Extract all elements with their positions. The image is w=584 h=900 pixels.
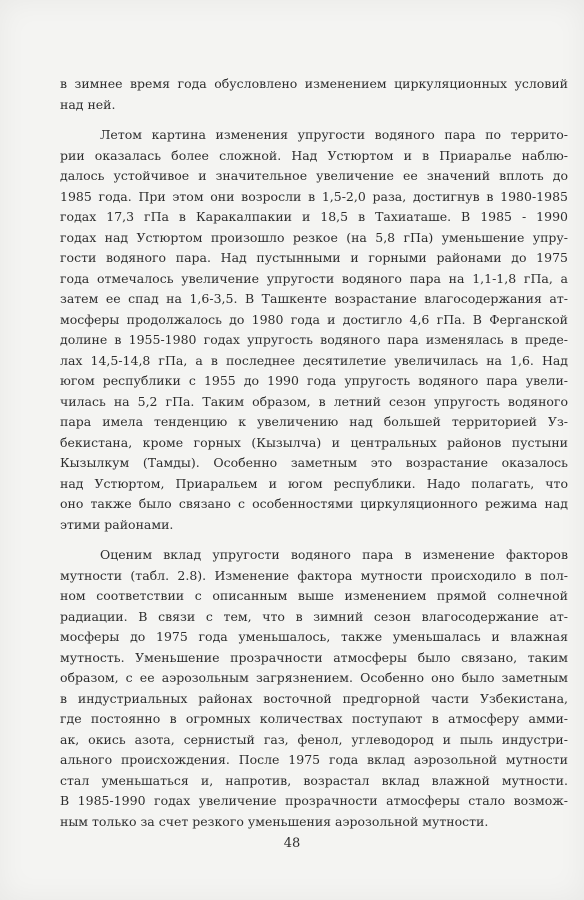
paragraph-gap — [60, 535, 568, 545]
text-line: ным только за счет резкого уменьшения аэрозольной мутности. — [60, 813, 489, 829]
text-line: югом республики с 1955 до 1990 года упругость водяного пара увели- — [60, 373, 568, 388]
text-line: над ней. — [60, 96, 116, 112]
text-line: мутность. Уменьшение прозрачности атмосферы было связано, таким — [60, 649, 568, 665]
text-line: годах над Устюртом произошло резкое (на 5,8 гПа) уменьшение упру- — [60, 229, 568, 245]
text-line: годах 17,3 гПа в Каракалпакии и 18,5 в Тахиаташе. В 1985 - 1990 — [60, 209, 568, 224]
text-line: образом, с ее аэрозольным загрязнением. Особенно оно было заметным — [60, 670, 568, 685]
text-line: далось устойчивое и значительное увеличение ее значений вплоть до — [60, 168, 568, 183]
text-line: Кызылкум (Тамды). Особенно заметным это возрастание оказалось — [60, 455, 568, 470]
text-line: пара имела тенденцию к увеличению над большей территорией Уз- — [60, 414, 568, 429]
page-number: 48 — [283, 836, 301, 851]
text-line: долине в 1955-1980 годах упругость водяного пара изменялась в преде- — [60, 332, 568, 347]
text-line: года отмечалось увеличение упругости водяного пара на 1,1-1,8 гПа, а — [60, 270, 568, 286]
text-line: ак, окись азота, сернистый газ, фенол, углеводород и пыль индустри- — [60, 731, 568, 747]
text-line: затем ее спад на 1,6-3,5. В Ташкенте возрастание влагосодержания ат- — [60, 291, 568, 306]
text-line: рии оказалась более сложной. Над Устюртом и в Приаралье наблю- — [60, 147, 568, 163]
text-line: ном соответствии с описанным выше изменением прямой солнечной — [60, 588, 568, 603]
text-line: в зимнее время года обусловлено изменением циркуляционных условий — [60, 76, 568, 91]
text-line: В 1985-1990 годах увеличение прозрачности атмосферы стало возмож- — [60, 793, 568, 808]
text-line: ального происхождения. После 1975 года вклад аэрозольной мутности — [60, 752, 568, 767]
text-line: стал уменьшаться и, напротив, возрастал вклад влажной мутности. — [60, 772, 568, 788]
paragraph — [60, 74, 568, 115]
text-line: мутности (табл. 2.8). Изменение фактора мутности происходило в пол- — [60, 567, 568, 583]
text-line: где постоянно в огромных количествах поступают в атмосферу амми- — [60, 711, 568, 726]
text-line: мосферы продолжалось до 1980 года и достигло 4,6 гПа. В Ферганской — [60, 311, 568, 327]
body-text — [60, 74, 568, 832]
text-line: 1985 года. При этом они возросли в 1,5-2,0 раза, достигнув в 1980-1985 — [60, 188, 568, 204]
paragraph-gap — [60, 115, 568, 125]
text-line: в индустриальных районах восточной предгорной части Узбекистана, — [60, 690, 568, 706]
paragraph — [60, 125, 568, 535]
text-line: Летом картина изменения упругости водяного пара по террито- — [100, 127, 568, 142]
text-line: радиации. В связи с тем, что в зимний сезон влагосодержание ат- — [60, 608, 568, 624]
text-line: оно также было связано с особенностями циркуляционного режима над — [60, 496, 568, 511]
text-line: чилась на 5,2 гПа. Таким образом, в летний сезон упругость водяного — [60, 393, 568, 409]
text-line: мосферы до 1975 года уменьшалось, также уменьшалась и влажная — [60, 629, 568, 644]
text-line: лах 14,5-14,8 гПа, а в последнее десятилетие увеличилась на 1,6. Над — [60, 352, 568, 368]
text-line: этими районами. — [60, 516, 174, 532]
paragraph — [60, 545, 568, 832]
text-line: гости водяного пара. Над пустынными и горными районами до 1975 — [60, 250, 568, 265]
text-line: бекистана, кроме горных (Кызылча) и центральных районов пустыни — [60, 434, 568, 450]
text-line: над Устюртом, Приаральем и югом республики. Надо полагать, что — [60, 475, 568, 491]
text-line: Оценим вклад упругости водяного пара в изменение факторов — [100, 547, 568, 562]
